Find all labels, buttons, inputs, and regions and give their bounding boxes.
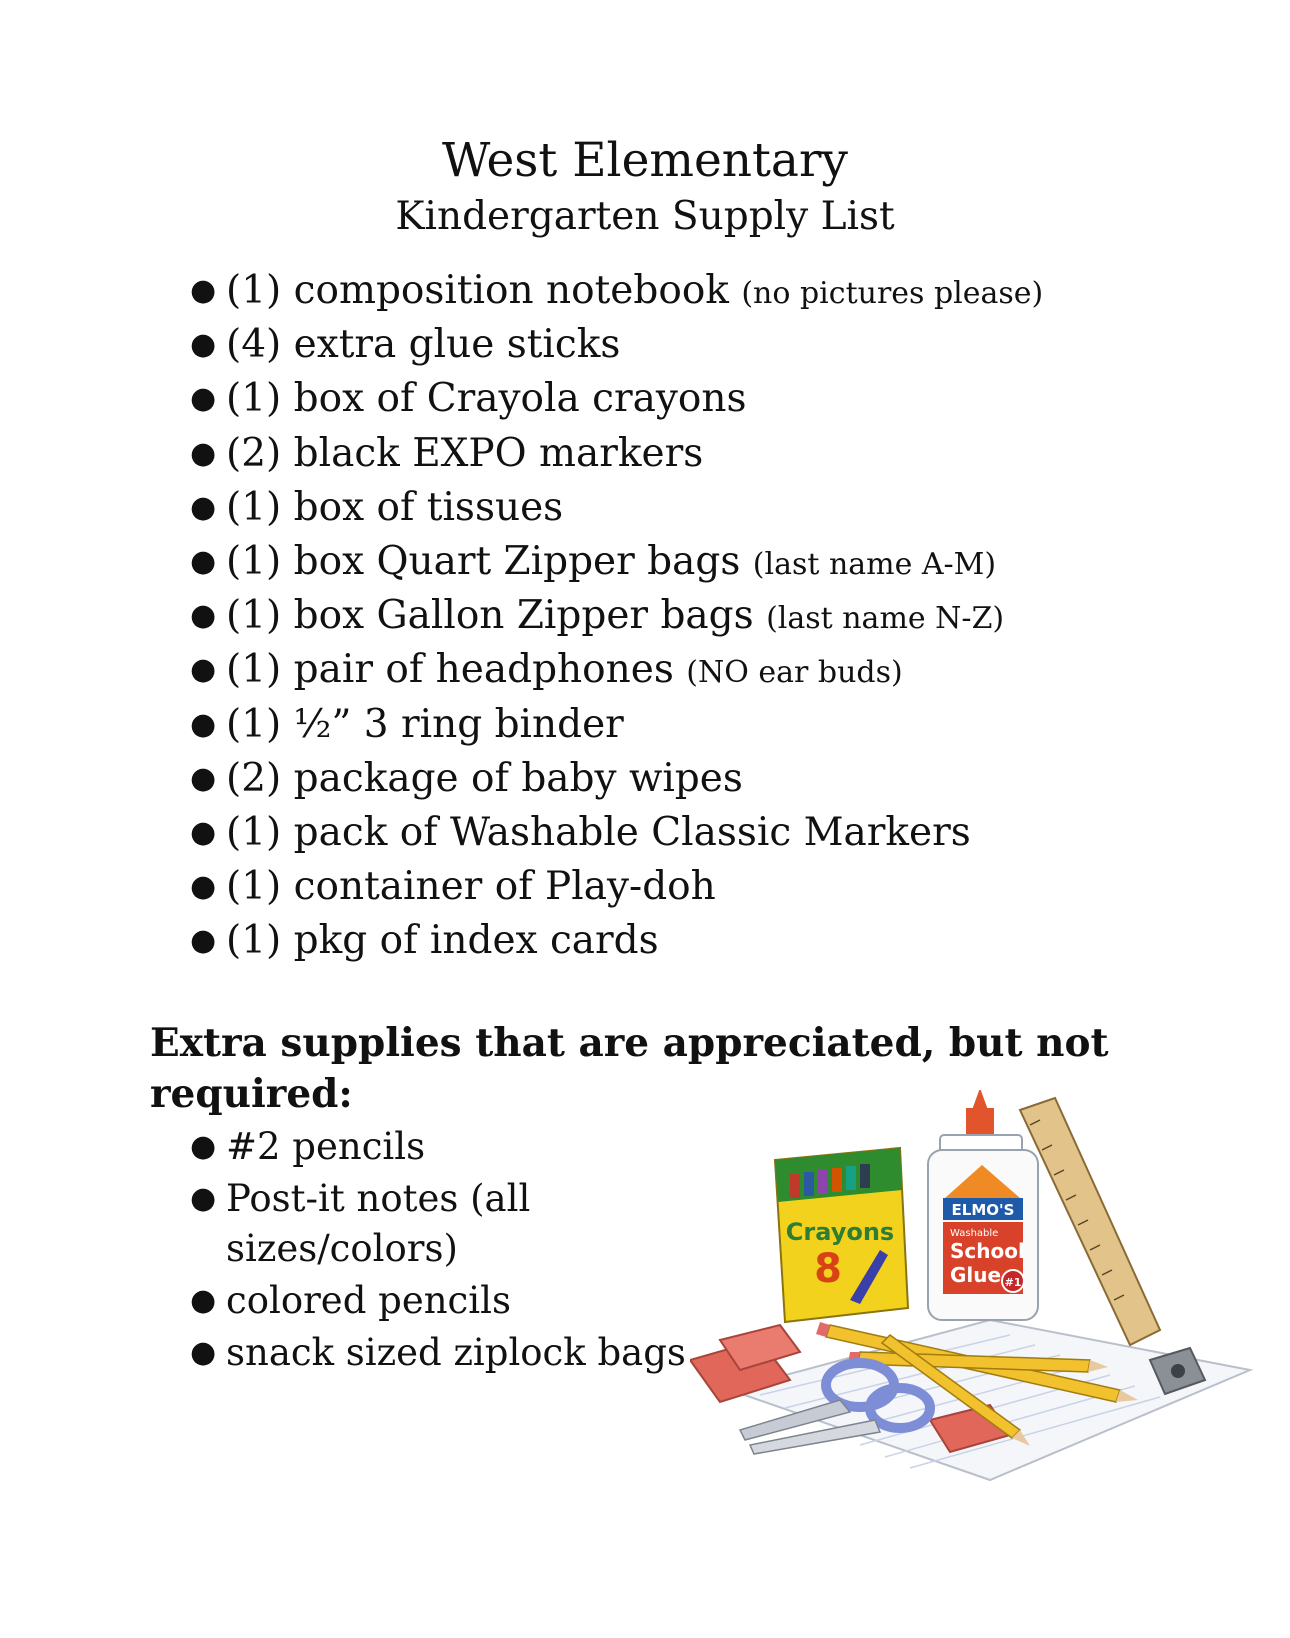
list-item xyxy=(190,535,1190,589)
item-note: (NO ear buds) xyxy=(686,655,903,691)
lined-paper-icon xyxy=(730,1320,1250,1480)
glue-line3-label: Glue xyxy=(950,1263,1002,1287)
item-text: (1) pair of headphones xyxy=(226,647,674,693)
bullet-icon: ● xyxy=(190,1129,217,1164)
bullet-icon: ● xyxy=(190,489,217,525)
item-text: (1) box of Crayola crayons xyxy=(226,376,747,422)
bullet-icon: ● xyxy=(190,869,217,905)
list-item xyxy=(190,481,1190,535)
list-item xyxy=(190,1122,690,1172)
page-title: West Elementary xyxy=(442,133,848,188)
required-supplies-list xyxy=(190,264,1190,968)
bullet-icon: ● xyxy=(190,435,217,471)
glue-brand-label: ELMO'S xyxy=(951,1201,1015,1219)
school-supplies-illustration xyxy=(690,1090,1270,1530)
page-subtitle: Kindergarten Supply List xyxy=(395,194,895,239)
glue-badge-label: #1 xyxy=(1004,1276,1022,1289)
item-text: (1) container of Play-doh xyxy=(226,864,716,910)
glue-line2-label: School xyxy=(950,1239,1025,1263)
crayon-box-icon xyxy=(775,1148,908,1322)
bullet-icon: ● xyxy=(190,814,217,850)
item-text: (1) pack of Washable Classic Markers xyxy=(226,809,971,855)
bullet-icon: ● xyxy=(190,598,217,634)
list-item xyxy=(190,643,1190,697)
list-item xyxy=(190,860,1190,914)
item-text: (2) package of baby wipes xyxy=(226,755,743,801)
item-text: (1) ½” 3 ring binder xyxy=(226,701,624,747)
bullet-icon: ● xyxy=(190,1335,217,1370)
glue-line1-label: Washable xyxy=(950,1228,999,1239)
bullet-icon: ● xyxy=(190,381,217,417)
bullet-icon: ● xyxy=(190,327,217,363)
list-item xyxy=(190,589,1190,643)
list-item xyxy=(190,264,1190,318)
extra-supplies-heading: Extra supplies that are appreciated, but not required: xyxy=(150,1020,1109,1117)
list-item xyxy=(190,698,1190,752)
item-text: (1) composition notebook xyxy=(226,268,729,313)
list-item xyxy=(190,914,1190,968)
list-item xyxy=(190,1328,690,1378)
ruler-icon xyxy=(1020,1098,1160,1345)
item-text: #2 pencils xyxy=(226,1125,426,1168)
bullet-icon: ● xyxy=(190,760,217,796)
bullet-icon: ● xyxy=(190,923,217,959)
item-text: (2) black EXPO markers xyxy=(226,430,704,476)
item-note: (last name N-Z) xyxy=(766,601,1005,637)
list-item xyxy=(190,752,1190,806)
list-item xyxy=(190,427,1190,481)
item-text: (4) extra glue sticks xyxy=(226,322,621,368)
item-text: (1) pkg of index cards xyxy=(226,918,659,964)
item-text: colored pencils xyxy=(226,1279,511,1322)
item-note: (no pictures please) xyxy=(741,276,1044,311)
bullet-icon: ● xyxy=(190,1181,217,1216)
list-item xyxy=(190,318,1190,372)
crayon-count-label: 8 xyxy=(814,1246,842,1292)
bullet-icon: ● xyxy=(190,273,217,308)
item-text: snack sized ziplock bags xyxy=(226,1331,686,1374)
item-text: (1) box Quart Zipper bags xyxy=(226,538,741,584)
list-item xyxy=(190,1276,690,1326)
item-text: Post-it notes (all sizes/colors) xyxy=(226,1177,531,1270)
item-text: (1) box of tissues xyxy=(226,484,564,530)
glue-bottle-icon xyxy=(928,1090,1038,1320)
bullet-icon: ● xyxy=(190,706,217,742)
list-item xyxy=(190,1174,626,1274)
list-item xyxy=(190,372,1190,426)
crayon-brand-label: Crayons xyxy=(785,1218,895,1246)
bullet-icon: ● xyxy=(190,543,217,579)
item-text: (1) box Gallon Zipper bags xyxy=(226,593,754,639)
bullet-icon: ● xyxy=(190,652,217,688)
list-item xyxy=(190,806,1190,860)
bullet-icon: ● xyxy=(190,1283,217,1318)
item-note: (last name A-M) xyxy=(752,546,997,582)
extra-supplies-list xyxy=(190,1122,690,1380)
